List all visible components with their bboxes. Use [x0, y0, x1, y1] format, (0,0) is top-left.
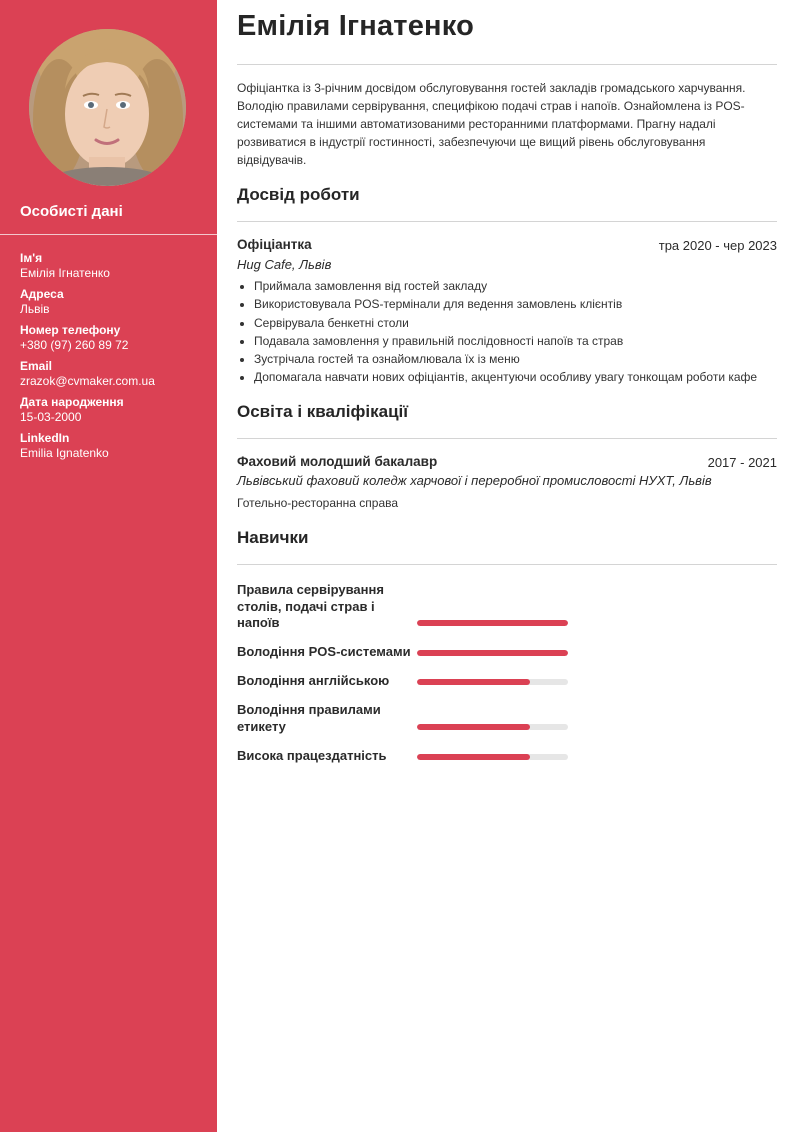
skill-bar-fill	[417, 679, 530, 685]
detail-label: Адреса	[20, 287, 64, 301]
list-item: • Сервірувала бенкетні столи	[254, 314, 784, 332]
education-school: Львівський фаховий коледж харчової і переробної промисловості НУХТ, Львів	[237, 473, 712, 488]
detail-value: Emilia Ignatenko	[20, 446, 109, 460]
education-dates: 2017 - 2021	[707, 455, 777, 470]
skill-bar	[417, 754, 568, 760]
list-item: • Використовувала POS-термінали для ведення замовлень клієнтів	[254, 295, 784, 313]
education-title: Освіта і кваліфікації	[237, 402, 409, 421]
skill-label: Висока працездатність	[237, 748, 387, 763]
skills-divider	[237, 564, 777, 565]
list-item: • Приймала замовлення від гостей закладу	[254, 277, 784, 295]
job-title: Офіціантка	[237, 237, 312, 252]
job-duties-list	[237, 277, 784, 387]
detail-value: 15-03-2000	[20, 410, 82, 424]
skill-bar-fill	[417, 754, 530, 760]
skill-bar	[417, 724, 568, 730]
skill-label: Володіння англійською	[237, 673, 390, 688]
experience-title: Досвід роботи	[237, 185, 360, 204]
detail-value: Емілія Ігнатенко	[20, 266, 110, 280]
education-field: Готельно-ресторанна справа	[237, 496, 399, 510]
detail-value: +380 (97) 260 89 72	[20, 338, 129, 352]
skill-bar	[417, 650, 568, 656]
candidate-name: Емілія Ігнатенко	[237, 10, 474, 42]
education-degree: Фаховий молодший бакалавр	[237, 454, 438, 469]
detail-label: LinkedIn	[20, 431, 70, 445]
detail-label: Дата народження	[20, 395, 124, 409]
skill-bar-fill	[417, 620, 568, 626]
job-dates: тра 2020 - чер 2023	[658, 238, 777, 253]
detail-phone	[20, 323, 210, 352]
personal-details-title: Особисті дані	[20, 203, 123, 220]
sidebar-divider	[0, 234, 217, 235]
skill-bar-fill	[417, 650, 568, 656]
skill-bar	[417, 620, 568, 626]
skill-label: Володіння правилами етикету	[237, 702, 381, 734]
skill-label: Володіння POS-системами	[237, 644, 411, 659]
detail-label: Ім'я	[20, 251, 43, 265]
skill-bar-fill	[417, 724, 530, 730]
list-item: • Зустрічала гостей та ознайомлювала їх із меню	[254, 350, 784, 368]
header-divider	[237, 64, 777, 65]
detail-birthdate	[20, 395, 210, 424]
detail-name	[20, 251, 210, 280]
education-divider	[237, 438, 777, 439]
detail-value: zrazok@cvmaker.com.ua	[20, 374, 155, 388]
list-item: • Подавала замовлення у правильній послідовності напоїв та страв	[254, 332, 784, 350]
detail-label: Email	[20, 359, 53, 373]
detail-linkedin	[20, 431, 210, 460]
personal-details-list	[20, 251, 210, 467]
skills-title: Навички	[237, 528, 309, 547]
list-item: • Допомагала навчати нових офіціантів, акцентуючи особливу увагу тонкощам роботи кафе	[254, 368, 784, 386]
detail-address	[20, 287, 210, 316]
skill-label: Правила сервірування столів, подачі страв і напоїв	[237, 582, 384, 630]
skill-bar	[417, 679, 568, 685]
profile-photo	[29, 29, 186, 186]
experience-divider	[237, 221, 777, 222]
sidebar	[0, 0, 217, 1132]
detail-value: Львів	[20, 302, 50, 316]
job-company: Hug Cafe, Львів	[237, 257, 332, 272]
detail-label: Номер телефону	[20, 323, 121, 337]
profile-summary: Офіціантка із 3-річним досвідом обслуговування гостей закладів громадського харчування. Володію правилами сервірування, специфікою подачі страв і напоїв. Ознайомлена із POS-системами та іншими автоматизованими ресторанними платформами. Прагну надалі розвиватися в індустрії гостинності, забезпечуючи ще вищий рівень обслуговування відвідувачів.	[237, 81, 746, 167]
detail-email	[20, 359, 210, 388]
